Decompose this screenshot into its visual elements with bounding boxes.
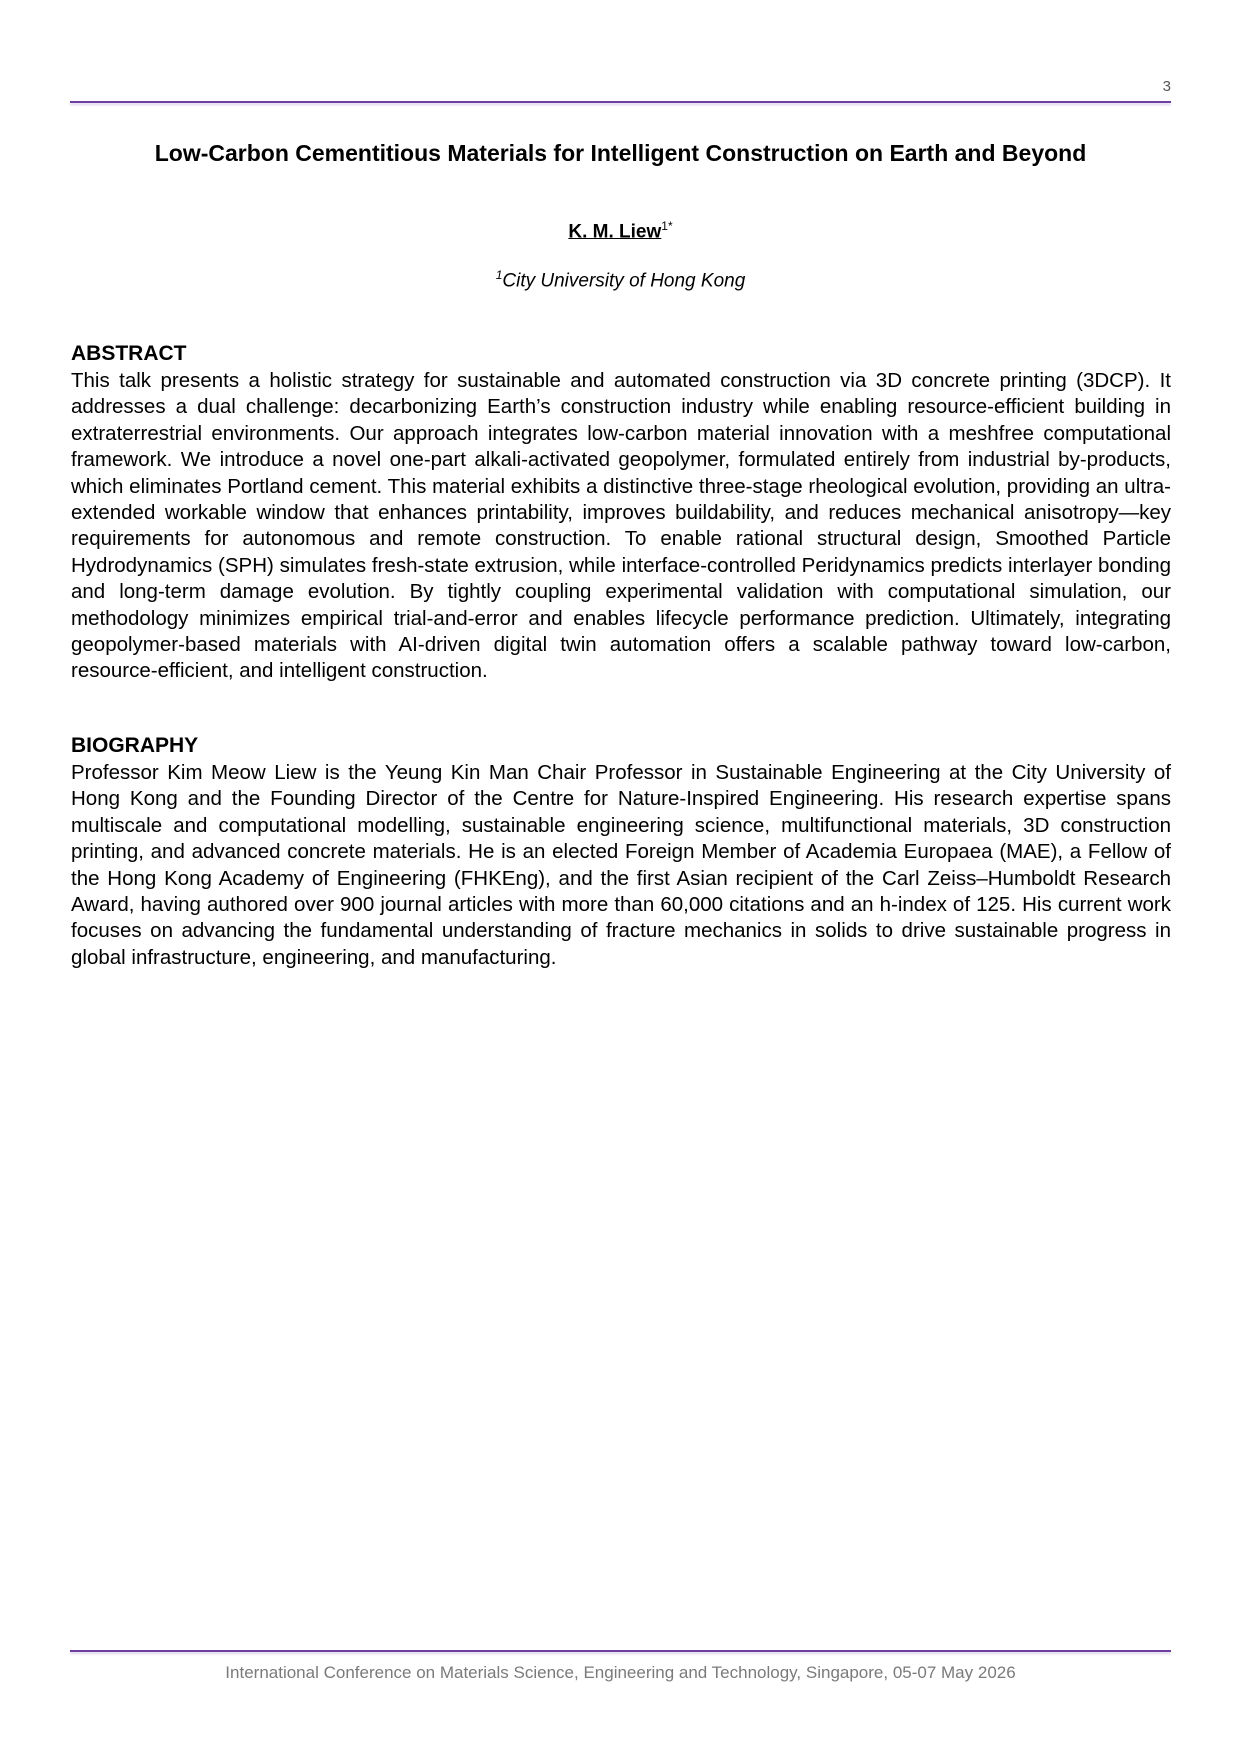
paper-title: Low-Carbon Cementitious Materials for Intelligent Construction on Earth and Beyond	[154, 140, 1087, 166]
footer-text: International Conference on Materials Science, Engineering and Technology, Singapore, 05-07 May 2026	[225, 1663, 1016, 1682]
biography-body: Professor Kim Meow Liew is the Yeung Kin Man Chair Professor in Sustainable Engineering at the City University of Hong Kong and the Founding Director of the Centre for Nature-Inspired Engineering. His research expertise spans multiscale and computational modelling, sustainable engineering science, multifunctional materials, 3D construction printing, and advanced concrete materials. He is an elected Foreign Member of Academia Europaea (MAE), a Fellow of the Hong Kong Academy of Engineering (FHKEng), and the first Asian recipient of the Carl Zeiss–Humboldt Research Award, having authored over 900 journal articles with more than 60,000 citations and an h-index of 125. His current work focuses on advancing the fundamental understanding of fracture mechanics in solids to drive sustainable progress in global infrastructure, engineering, and manufacturing.	[71, 761, 1171, 969]
abstract-body: This talk presents a holistic strategy for sustainable and automated construction via 3D concrete printing (3DCP). It addresses a dual challenge: decarbonizing Earth’s construction industry while enabling resource-efficient building in extraterrestrial environments. Our approach integrates low-carbon material innovation with a meshfree computational framework. We introduce a novel one-part alkali-activated geopolymer, formulated entirely from industrial by-products, which eliminates Portland cement. This material exhibits a distinctive three-stage rheological evolution, providing an ultra-extended workable window that enhances printability, improves buildability, and reduces mechanical anisotropy—key requirements for autonomous and remote construction. To enable rational structural design, Smoothed Particle Hydrodynamics (SPH) simulates fresh-state extrusion, while interface-controlled Peridynamics predicts interlayer bonding and long-term damage evolution. By tightly coupling experimental validation with computational simulation, our methodology minimizes empirical trial-and-error and enables lifecycle performance prediction. Ultimately, integrating geopolymer-based materials with AI-driven digital twin automation offers a scalable pathway toward low-carbon, resource-efficient, and intelligent construction.	[71, 369, 1171, 683]
abstract-heading: ABSTRACT	[71, 342, 187, 365]
author-line	[70, 219, 1171, 243]
footer-divider	[70, 1650, 1171, 1652]
biography-heading: BIOGRAPHY	[71, 734, 199, 757]
affiliation-superscript: 1	[495, 268, 503, 282]
affiliation-text: City University of Hong Kong	[502, 270, 746, 292]
author-name: K. M. Liew	[568, 221, 662, 243]
affiliation-line	[70, 268, 1171, 292]
header-divider	[70, 101, 1171, 103]
author-superscript: 1*	[661, 219, 673, 233]
page-number: 3	[1162, 78, 1171, 95]
